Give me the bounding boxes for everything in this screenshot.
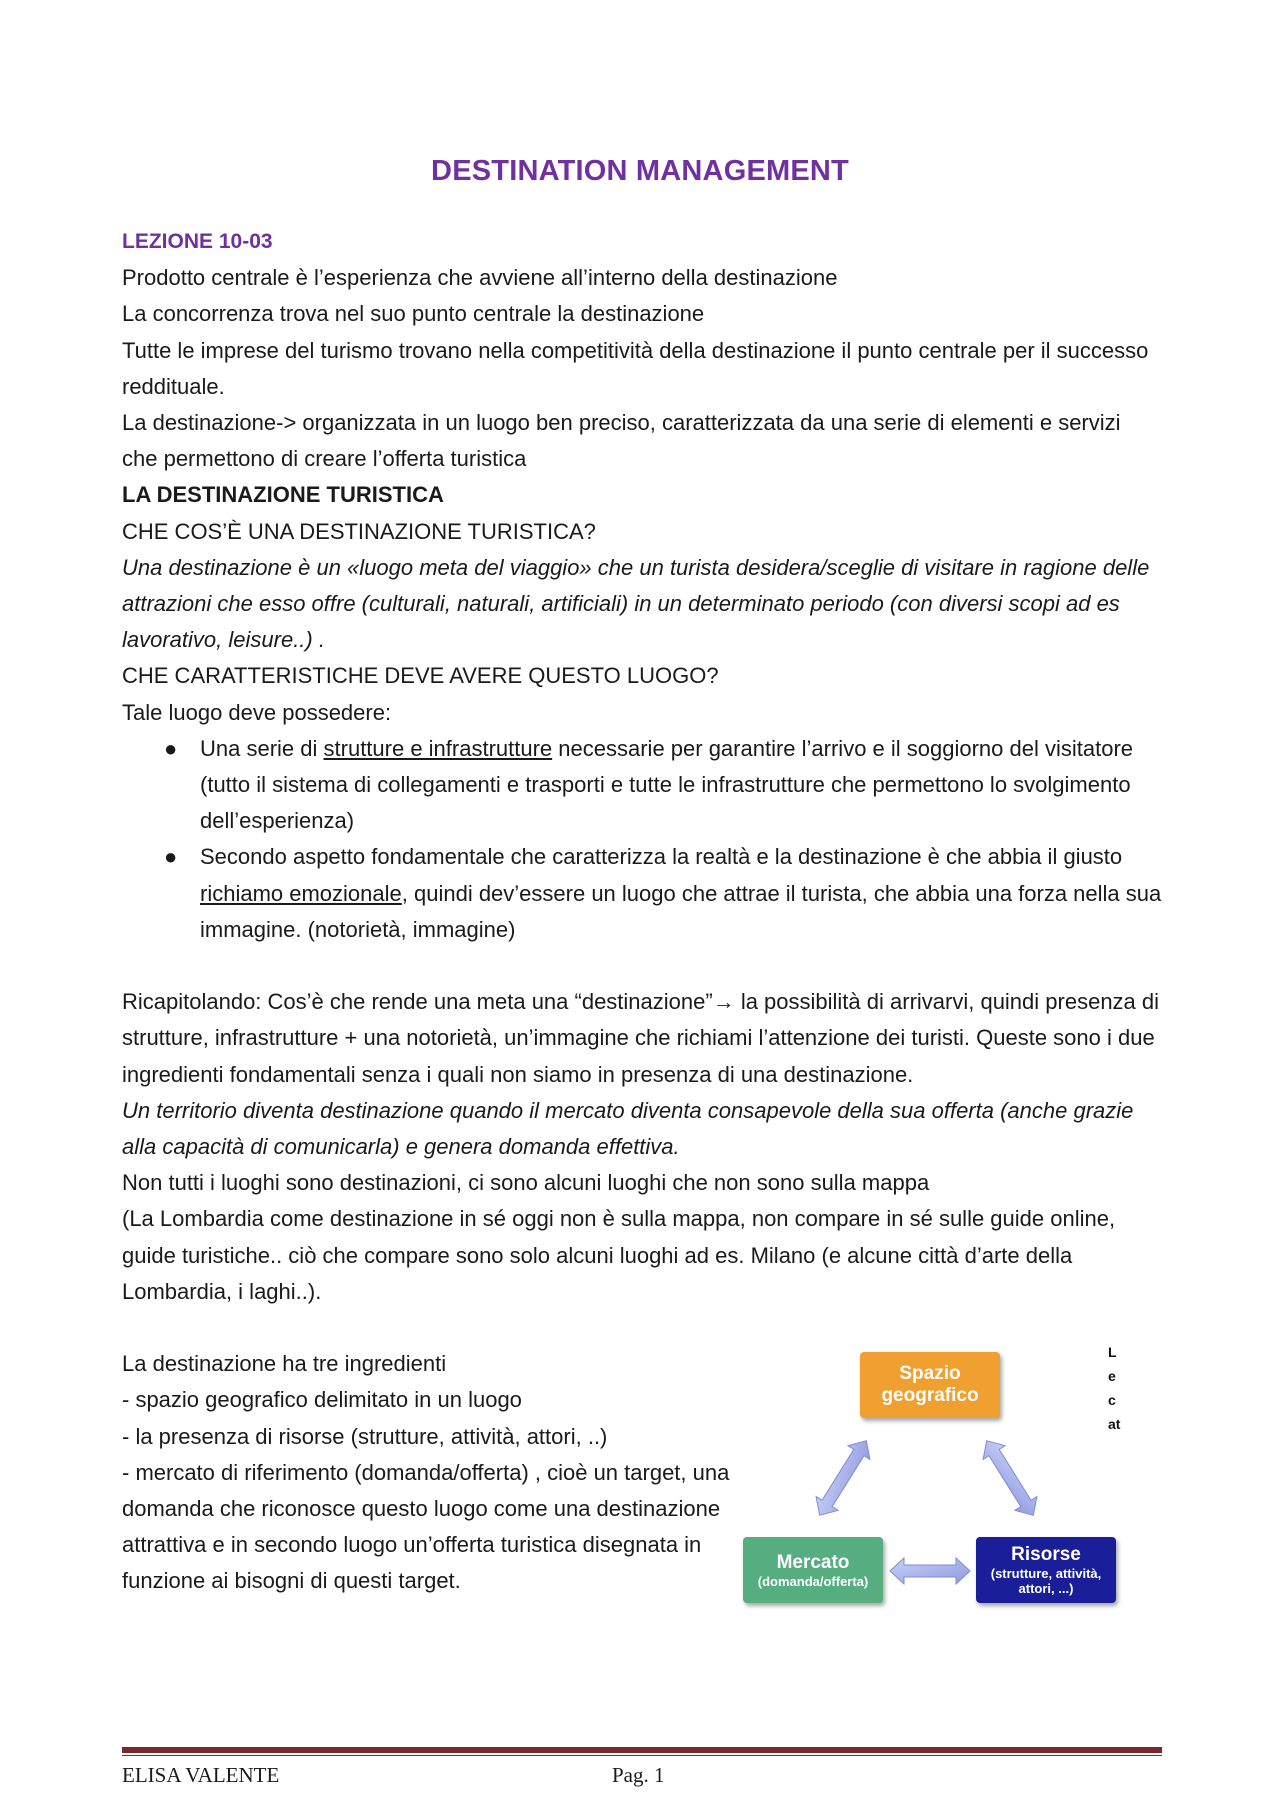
footer-rule-thick	[122, 1747, 1162, 1753]
arrow-mercato-risorse	[890, 1558, 970, 1584]
intro-paragraph: Tutte le imprese del turismo trovano nella competitività della destinazione il punto centrale per il successo reddituale.	[122, 337, 1149, 399]
lombardia-paragraph: (La Lombardia come destinazione in sé oggi non è sulla mappa, non compare in sé sulle guide online, guide turistiche.. ciò che compare sono solo alcuni luoghi ad es. Milano (e alcune città d’arte della Lombardia, i laghi..).	[122, 1206, 1116, 1304]
mercato-box: Mercato (domanda/offerta)	[743, 1537, 883, 1603]
definition-paragraph: Una destinazione è un «luogo meta del viaggio» che un turista desidera/sceglie di visitare in ragione delle attrazioni che esso offre (culturali, naturali, artificiali) in un determinato periodo (con diversi scopi ad es lavorativo, leisure..) .	[122, 554, 1150, 653]
intro-paragraph: La destinazione-> organizzata in un luogo ben preciso, caratterizzata da una serie di elementi e servizi che permettono di creare l’offerta turistica	[122, 410, 1121, 472]
section-heading: LA DESTINAZIONE TURISTICA	[122, 482, 444, 508]
arrow-spazio-mercato	[809, 1434, 878, 1522]
arrow-right-icon: →	[712, 989, 735, 1015]
cropped-side-text: L e c at	[1108, 1344, 1121, 1432]
ingredient-item: - spazio geografico delimitato in un luogo	[122, 1387, 522, 1413]
lesson-heading: LEZIONE 10-03	[122, 230, 273, 253]
question-heading: CHE COS’È UNA DESTINAZIONE TURISTICA?	[122, 518, 596, 544]
arrow-spazio-risorse	[976, 1434, 1045, 1522]
spazio-geografico-box: Spazio geografico	[860, 1352, 1000, 1418]
ingredient-item: - mercato di riferimento (domanda/offerta) , cioè un target, una domanda che riconosce questo luogo come una destinazione attrattiva e in secondo luogo un’offerta turistica disegnata in funzione ai bisogni di questi target.	[122, 1459, 730, 1594]
spacer	[122, 948, 1162, 984]
list-item: ● Una serie di strutture e infrastrutture necessarie per garantire l’arrivo e il soggiorno del visitatore (tutto il sistema di collegamenti e trasporti e tutte le infrastrutture che permettono lo svolgimento dell’esperienza)	[122, 731, 1162, 840]
destination-diagram	[740, 1340, 1130, 1625]
page-title: DESTINATION MANAGEMENT	[431, 155, 849, 187]
footer-rule-thin	[122, 1755, 1162, 1756]
territory-paragraph: Un territorio diventa destinazione quando il mercato diventa consapevole della sua offerta (anche grazie alla capacità di comunicarla) e genera domanda effettiva.	[122, 1097, 1134, 1160]
risorse-box: Risorse (strutture, attività, attori, ...)	[976, 1537, 1116, 1603]
bullet-icon: ●	[164, 844, 178, 870]
question-heading: CHE CARATTERISTICHE DEVE AVERE QUESTO LUOGO?	[122, 663, 719, 689]
must-have-text: Tale luogo deve possedere:	[122, 699, 392, 725]
footer-author: ELISA VALENTE	[122, 1763, 280, 1787]
intro-paragraph: La concorrenza trova nel suo punto centrale la destinazione	[122, 301, 705, 327]
bullet-icon: ●	[164, 735, 178, 761]
list-item: ● Secondo aspetto fondamentale che caratterizza la realtà e la destinazione è che abbia il giusto richiamo emozionale, quindi dev’essere un luogo che attrae il turista, che abbia una forza nella sua immagine. (notorietà, immagine)	[122, 839, 1162, 948]
ingredient-item: - la presenza di risorse (strutture, attività, attori, ..)	[122, 1423, 608, 1449]
recap-paragraph: Ricapitolando: Cos’è che rende una meta una “destinazione”→ la possibilità di arrivarvi, quindi presenza di strutture, infrastrutture + una notorietà, un’immagine che richiami l’attenzione dei turisti. Queste sono i due ingredienti fondamentali senza i quali non siamo in presenza di una destinazione.	[122, 989, 1160, 1087]
ingredients-block	[122, 1346, 732, 1599]
underlined-term: richiamo emozionale	[200, 880, 402, 906]
not-all-paragraph: Non tutti i luoghi sono destinazioni, ci sono alcuni luoghi che non sono sulla mappa	[122, 1170, 930, 1196]
footer-page-number: Pag. 1	[612, 1763, 665, 1787]
ingredients-intro: La destinazione ha tre ingredienti	[122, 1351, 447, 1377]
underlined-term: strutture e infrastrutture	[323, 735, 553, 761]
intro-paragraph: Prodotto centrale è l’esperienza che avviene all’interno della destinazione	[122, 265, 838, 291]
bullet-list	[122, 731, 1162, 948]
